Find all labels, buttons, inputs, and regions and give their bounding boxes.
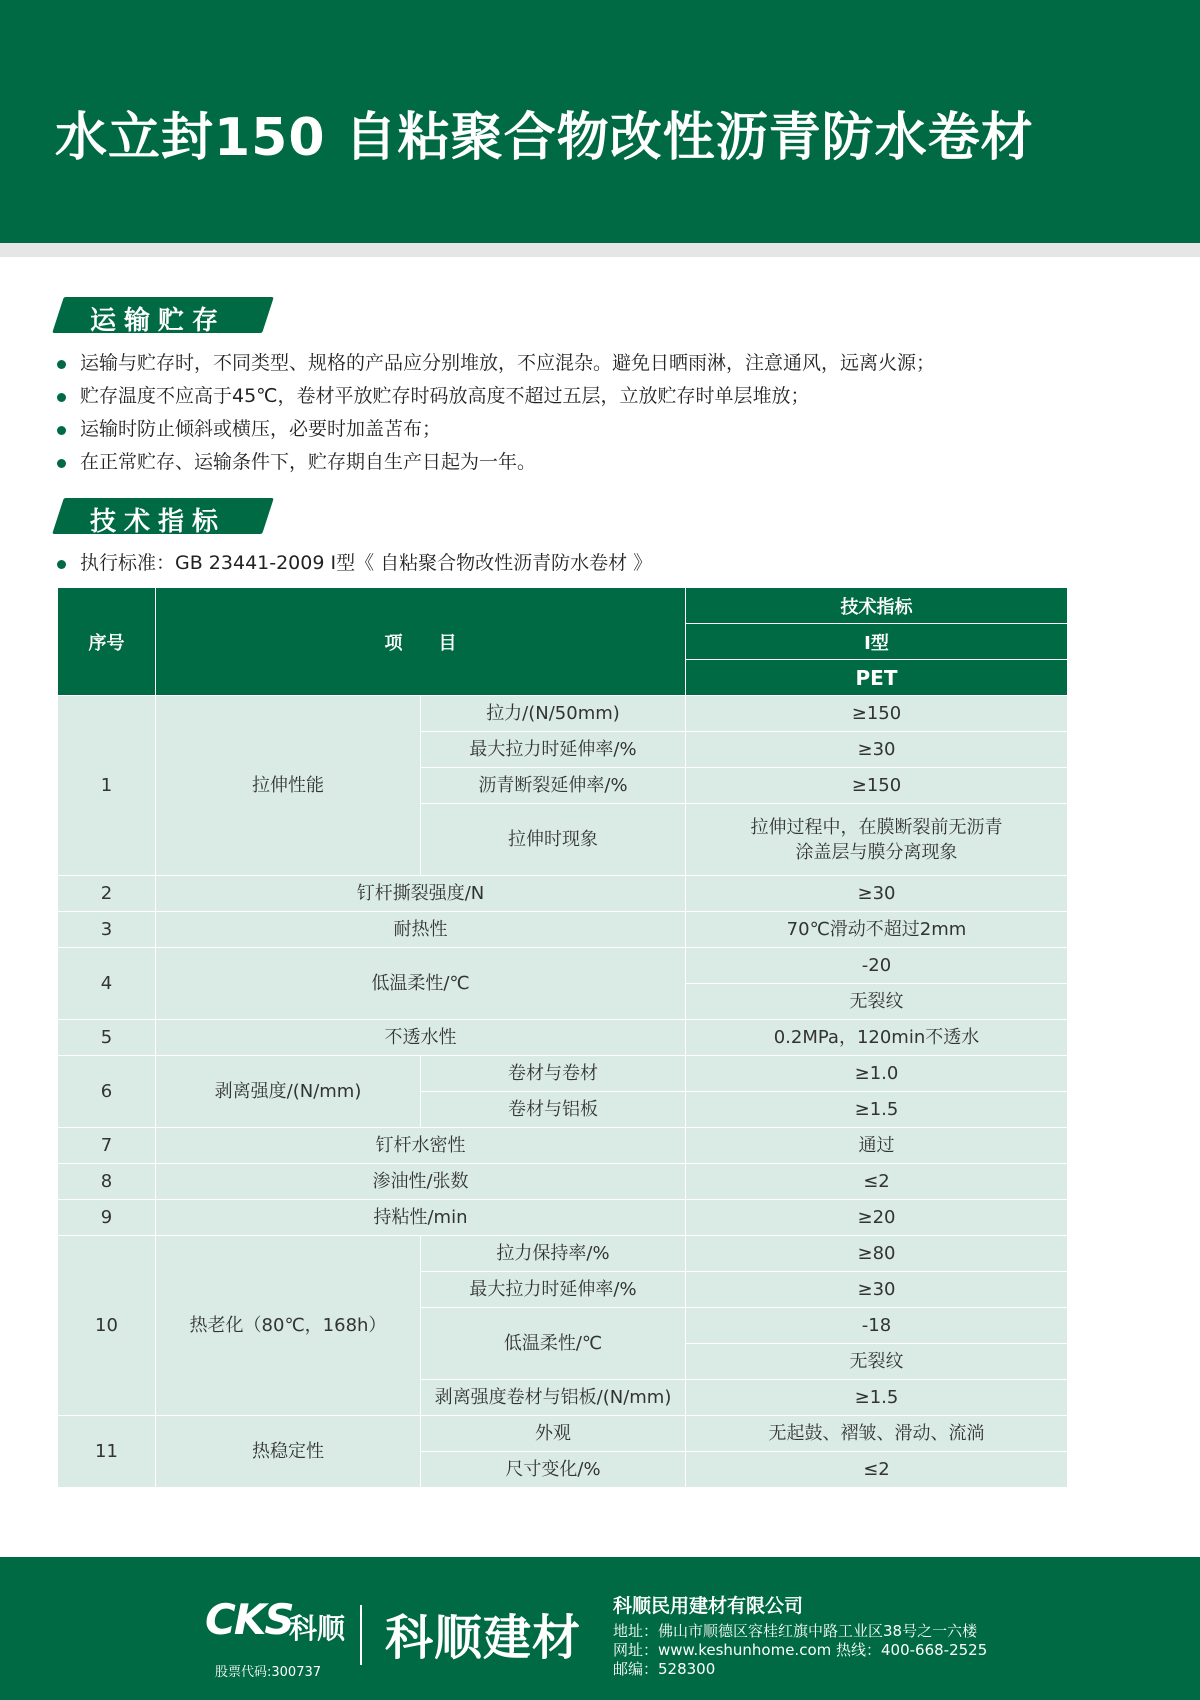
cell-subitem: 尺寸变化/% bbox=[421, 1452, 686, 1488]
cell-no: 3 bbox=[58, 912, 156, 948]
cell-value: 通过 bbox=[686, 1128, 1068, 1164]
cell-subitem: 拉力/(N/50mm) bbox=[421, 696, 686, 732]
stock-code: 股票代码:300737 bbox=[215, 1665, 322, 1680]
cell-group: 拉伸性能 bbox=[156, 696, 421, 876]
list-item bbox=[55, 413, 935, 446]
cell-value: ≥150 bbox=[686, 696, 1068, 732]
list-item-text: 贮存温度不应高于45℃，卷材平放贮存时码放高度不超过五层，立放贮存时单层堆放； bbox=[80, 385, 810, 407]
bullet-dot-icon bbox=[57, 393, 66, 402]
table-row bbox=[58, 1128, 1068, 1164]
cell-subitem: 最大拉力时延伸率/% bbox=[421, 1272, 686, 1308]
table-row bbox=[58, 1236, 1068, 1272]
table-row bbox=[58, 912, 1068, 948]
header-divider-strip bbox=[0, 243, 1200, 257]
cell-value: ≥20 bbox=[686, 1200, 1068, 1236]
cell-no: 4 bbox=[58, 948, 156, 1020]
cell-value: ≤2 bbox=[686, 1452, 1068, 1488]
cell-subitem: 低温柔性/℃ bbox=[421, 1308, 686, 1380]
table-row bbox=[58, 948, 1068, 984]
storage-list bbox=[55, 347, 935, 479]
cell-item: 低温柔性/℃ bbox=[156, 948, 686, 1020]
cell-value: -20 bbox=[686, 948, 1068, 984]
header-type: Ⅰ型 bbox=[686, 624, 1068, 660]
cell-no: 9 bbox=[58, 1200, 156, 1236]
section-tag-tech bbox=[58, 498, 268, 537]
cell-no: 2 bbox=[58, 876, 156, 912]
company-name: 科顺民用建材有限公司 bbox=[613, 1595, 804, 1617]
cell-item: 钉杆撕裂强度/N bbox=[156, 876, 686, 912]
cell-no: 5 bbox=[58, 1020, 156, 1056]
cell-value: ≥1.5 bbox=[686, 1380, 1068, 1416]
cell-value: -18 bbox=[686, 1308, 1068, 1344]
cell-value: 0.2MPa，120min不透水 bbox=[686, 1020, 1068, 1056]
company-website-hotline: 网址：www.keshunhome.com 热线：400-668-2525 bbox=[613, 1641, 988, 1659]
cell-no: 8 bbox=[58, 1164, 156, 1200]
logo-cks-text: CKS bbox=[205, 1595, 293, 1644]
table-row bbox=[58, 1020, 1068, 1056]
cell-item: 持粘性/min bbox=[156, 1200, 686, 1236]
table-row bbox=[58, 1416, 1068, 1452]
bullet-dot-icon bbox=[57, 360, 66, 369]
list-item-text: 运输与贮存时，不同类型、规格的产品应分别堆放，不应混杂。避免日晒雨淋，注意通风，远离火源； bbox=[80, 352, 936, 374]
header-material: PET bbox=[686, 660, 1068, 696]
bullet-dot-icon bbox=[57, 459, 66, 468]
page-title: 水立封150 自粘聚合物改性沥青防水卷材 bbox=[55, 108, 1034, 168]
table-row bbox=[58, 1056, 1068, 1092]
company-address: 地址：佛山市顺德区容桂红旗中路工业区38号之一六楼 bbox=[613, 1622, 978, 1640]
header-banner bbox=[0, 0, 1200, 243]
spec-table bbox=[57, 587, 1068, 1488]
cell-subitem: 拉伸时现象 bbox=[421, 804, 686, 876]
cell-no: 11 bbox=[58, 1416, 156, 1488]
table-row bbox=[58, 876, 1068, 912]
cell-value: ≥150 bbox=[686, 768, 1068, 804]
company-postcode: 邮编：528300 bbox=[613, 1660, 716, 1678]
cell-value: 70℃滑动不超过2mm bbox=[686, 912, 1068, 948]
list-item bbox=[55, 347, 935, 380]
cell-group: 热稳定性 bbox=[156, 1416, 421, 1488]
cell-group: 剥离强度/(N/mm) bbox=[156, 1056, 421, 1128]
footer-banner bbox=[0, 1557, 1200, 1700]
cell-value bbox=[686, 804, 1068, 876]
list-item bbox=[55, 446, 935, 479]
cell-subitem: 拉力保持率/% bbox=[421, 1236, 686, 1272]
cell-subitem: 外观 bbox=[421, 1416, 686, 1452]
cell-group: 热老化（80℃，168h） bbox=[156, 1236, 421, 1416]
cell-value: ≥1.5 bbox=[686, 1092, 1068, 1128]
cell-value: ≥30 bbox=[686, 876, 1068, 912]
cell-value: 无裂纹 bbox=[686, 1344, 1068, 1380]
header-no: 序号 bbox=[58, 588, 156, 696]
cell-no: 7 bbox=[58, 1128, 156, 1164]
cell-item: 钉杆水密性 bbox=[156, 1128, 686, 1164]
cell-subitem: 卷材与铝板 bbox=[421, 1092, 686, 1128]
table-header-row bbox=[58, 588, 1068, 624]
footer-divider bbox=[360, 1605, 362, 1665]
header-spec: 技术指标 bbox=[686, 588, 1068, 624]
cell-subitem: 卷材与卷材 bbox=[421, 1056, 686, 1092]
cell-subitem: 最大拉力时延伸率/% bbox=[421, 732, 686, 768]
cell-item: 渗油性/张数 bbox=[156, 1164, 686, 1200]
table-row bbox=[58, 696, 1068, 732]
header-item: 项 目 bbox=[156, 588, 686, 696]
cell-subitem: 沥青断裂延伸率/% bbox=[421, 768, 686, 804]
table-row bbox=[58, 1164, 1068, 1200]
bullet-dot-icon bbox=[57, 426, 66, 435]
cell-item: 耐热性 bbox=[156, 912, 686, 948]
cell-value: ≥30 bbox=[686, 1272, 1068, 1308]
cell-value: 无起鼓、褶皱、滑动、流淌 bbox=[686, 1416, 1068, 1452]
cell-value: ≥1.0 bbox=[686, 1056, 1068, 1092]
cell-value: ≤2 bbox=[686, 1164, 1068, 1200]
cell-no: 10 bbox=[58, 1236, 156, 1416]
logo-cn-text: 科顺 bbox=[289, 1612, 346, 1645]
section-tag-storage bbox=[58, 297, 268, 336]
list-item-text: 在正常贮存、运输条件下，贮存期自生产日起为一年。 bbox=[80, 451, 537, 473]
cell-no: 1 bbox=[58, 696, 156, 876]
section-heading-storage: 运输贮存 bbox=[90, 306, 227, 336]
cell-subitem: 剥离强度卷材与铝板/(N/mm) bbox=[421, 1380, 686, 1416]
cell-value-line: 拉伸过程中，在膜断裂前无沥青 bbox=[750, 816, 1003, 838]
brand-name: 科顺建材 bbox=[385, 1610, 582, 1666]
list-item bbox=[55, 547, 652, 580]
list-item bbox=[55, 380, 935, 413]
bullet-dot-icon bbox=[57, 560, 66, 569]
standard-list bbox=[55, 547, 652, 580]
standard-text: 执行标准：GB 23441-2009 I型《 自粘聚合物改性沥青防水卷材 》 bbox=[80, 552, 653, 574]
section-heading-tech: 技术指标 bbox=[90, 507, 227, 537]
table-row bbox=[58, 1200, 1068, 1236]
cell-value: ≥80 bbox=[686, 1236, 1068, 1272]
cell-value: ≥30 bbox=[686, 732, 1068, 768]
cell-value: 无裂纹 bbox=[686, 984, 1068, 1020]
cell-item: 不透水性 bbox=[156, 1020, 686, 1056]
cell-no: 6 bbox=[58, 1056, 156, 1128]
list-item-text: 运输时防止倾斜或横压，必要时加盖苫布； bbox=[80, 418, 442, 440]
cell-value-line: 涂盖层与膜分离现象 bbox=[795, 841, 958, 863]
